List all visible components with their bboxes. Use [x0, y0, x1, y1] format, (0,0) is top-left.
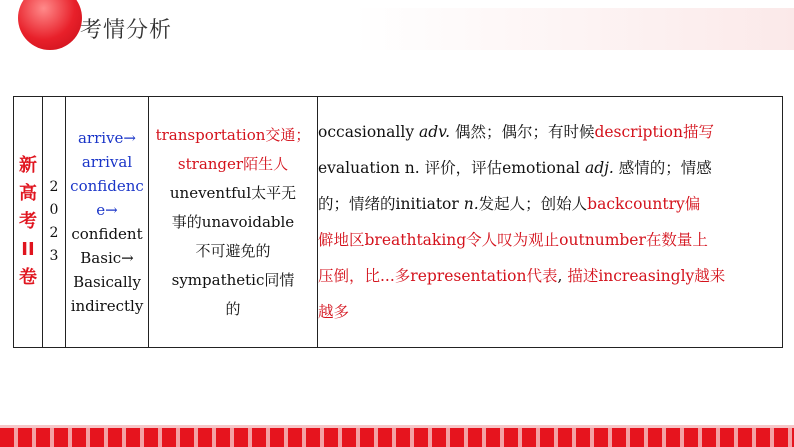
detail-text: 感情的；情感	[613, 159, 712, 177]
word-form: arrival	[81, 153, 133, 171]
vocab-line: 事的unavoidable	[171, 212, 295, 231]
word-form: arrive→	[77, 129, 136, 147]
exam-label-char: 卷	[19, 267, 37, 288]
part-of-speech: adv.	[419, 123, 451, 141]
detail-highlight: 越多	[318, 303, 350, 321]
header	[0, 0, 794, 58]
year-cell	[43, 97, 66, 348]
vocab-line: uneventful太平无	[169, 183, 297, 202]
year-digit: 3	[49, 248, 59, 264]
vocab-line: sympathetic同情	[171, 270, 295, 289]
table-row	[14, 97, 783, 348]
vocab-line: stranger陌生人	[177, 154, 289, 173]
part-of-speech: adj.	[584, 159, 614, 177]
word-forms-cell	[66, 97, 149, 348]
detail-text: occasionally	[318, 123, 419, 141]
exam-label-cell	[14, 97, 43, 348]
detail-line	[318, 186, 782, 222]
detail-line	[318, 150, 782, 186]
detail-text: 偶然；偶尔；有时候	[450, 123, 595, 141]
vocabulary-table	[13, 96, 783, 348]
detail-highlight: 压倒，比...多representation代表	[318, 267, 558, 285]
detail-text: 发起人；创始人	[478, 195, 588, 213]
vocab-line: 的	[225, 299, 241, 318]
detail-line	[318, 222, 782, 258]
word-form: e→	[96, 201, 118, 219]
vocab-line: transportation交通；	[155, 125, 311, 144]
word-form: indirectly	[70, 297, 144, 315]
detail-text: 的；情绪的initiator	[318, 195, 464, 213]
detail-text: evaluation n. 评价，评估emotional	[318, 159, 585, 177]
year-digit: 2	[49, 225, 59, 241]
year-digit: 2	[49, 179, 59, 195]
detail-highlight: description描写	[594, 123, 714, 141]
exam-label-char: II	[21, 239, 35, 260]
footer-stripe	[0, 428, 794, 447]
exam-label-char: 高	[19, 183, 37, 204]
word-form: confidenc	[70, 177, 144, 195]
word-form: Basic→	[80, 249, 134, 267]
detail-text: ,	[557, 267, 568, 285]
year-digit: 0	[49, 202, 59, 218]
vocabulary-detail-cell	[318, 97, 783, 348]
detail-line	[318, 258, 782, 294]
exam-label-char: 新	[19, 155, 37, 176]
detail-highlight: 僻地区breathtaking令人叹为观止outnumber在数量上	[318, 231, 708, 249]
part-of-speech: n.	[463, 195, 479, 213]
page-title: 考情分析	[80, 18, 173, 43]
vocabulary-cell	[149, 97, 318, 348]
word-form: Basically	[73, 273, 141, 291]
detail-highlight: backcountry偏	[587, 195, 701, 213]
vocab-line: 不可避免的	[195, 241, 271, 260]
word-form: confident	[71, 225, 143, 243]
detail-line	[318, 294, 782, 330]
exam-label-char: 考	[19, 211, 37, 232]
detail-line	[318, 114, 782, 150]
detail-highlight: 描述increasingly越来	[567, 267, 726, 285]
